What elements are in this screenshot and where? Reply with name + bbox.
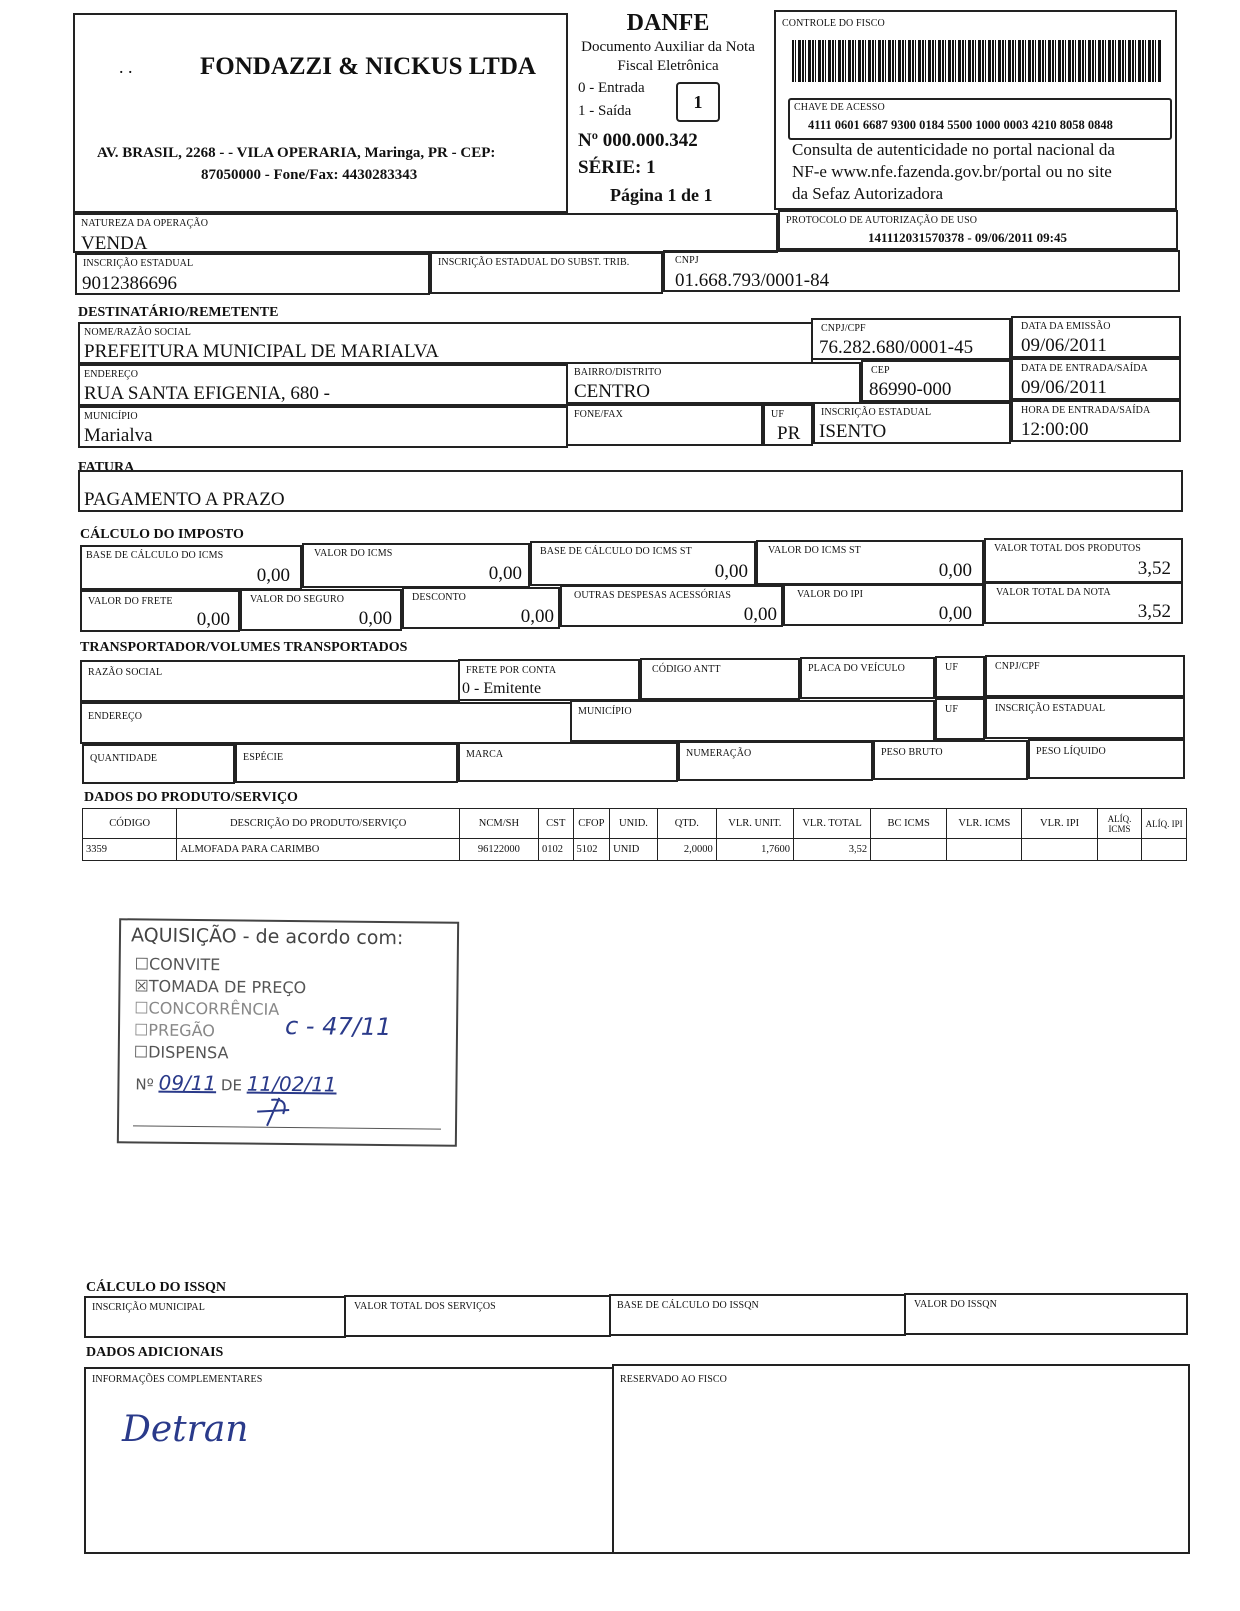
transp-peso-liquido-box: [1028, 739, 1185, 779]
natureza-value: VENDA: [81, 233, 148, 254]
seguro-box: [240, 589, 402, 631]
transportador-section: TRANSPORTADOR/VOLUMES TRANSPORTADOS: [80, 640, 408, 655]
adicionais-section: DADOS ADICIONAIS: [86, 1345, 224, 1360]
cell-vlr-total: 3,52: [793, 839, 870, 861]
nota-serie: SÉRIE: 1: [578, 157, 656, 178]
stamp-title: AQUISIÇÃO - de acordo com:: [130, 924, 404, 950]
cell-ncm: 96122000: [459, 839, 538, 861]
reservado-fisco-box: [612, 1364, 1190, 1554]
chave-label: CHAVE DE ACESSO: [794, 102, 885, 113]
dest-ie-value: ISENTO: [819, 421, 887, 442]
natureza-box: [73, 213, 778, 253]
desconto-label: DESCONTO: [412, 592, 466, 603]
frete-box: [80, 590, 240, 632]
emitente-address-1: AV. BRASIL, 2268 - - VILA OPERARIA, Maringa, PR - CEP:: [97, 145, 496, 161]
stamp-option-label: TOMADA DE PREÇO: [148, 976, 307, 998]
tipo-saida: 1 - Saída: [578, 103, 632, 119]
issqn-valor-label: VALOR DO ISSQN: [914, 1299, 997, 1310]
dest-ie-label: INSCRIÇÃO ESTADUAL: [821, 407, 932, 418]
table-row: [83, 839, 1187, 861]
outras-label: OUTRAS DESPESAS ACESSÓRIAS: [574, 590, 732, 601]
cell-vlr-unit: 1,7600: [716, 839, 793, 861]
bc-st-box: [530, 541, 756, 586]
checkbox-empty-icon: ☐: [134, 954, 150, 974]
cell-cst: 0102: [539, 839, 574, 861]
stamp-num-prefix: Nº: [135, 1075, 154, 1094]
transp-ie-box: [985, 697, 1185, 739]
transp-cnpj-label: CNPJ/CPF: [995, 661, 1040, 672]
col-header: UNID.: [610, 809, 658, 839]
col-header: QTD.: [657, 809, 716, 839]
dest-entrada-box: [1011, 358, 1181, 400]
col-header: CST: [539, 809, 574, 839]
transp-cnpj-box: [985, 655, 1185, 697]
dest-cnpj-box: [811, 318, 1011, 360]
transp-uf-label: UF: [945, 662, 958, 673]
transp-peso-bruto-label: PESO BRUTO: [881, 747, 943, 758]
col-header: CFOP: [573, 809, 610, 839]
dest-endereco-box: [78, 364, 568, 406]
produtos-section: DADOS DO PRODUTO/SERVIÇO: [84, 790, 298, 805]
transp-frete-label: FRETE POR CONTA: [466, 665, 557, 676]
dest-entrada-value: 09/06/2011: [1021, 377, 1107, 398]
bc-st-value: 0,00: [714, 561, 748, 582]
ie-box: [75, 253, 430, 295]
danfe-subtitle-2: Fiscal Eletrônica: [617, 58, 719, 74]
col-header: CÓDIGO: [83, 809, 177, 839]
cell-vlr-icms: [947, 839, 1022, 861]
dest-emissao-box: [1011, 316, 1181, 358]
chave-value: 4111 0601 6687 9300 0184 5500 1000 0003 4210 8058 0848: [808, 118, 1113, 132]
col-header: VLR. UNIT.: [716, 809, 793, 839]
transp-ie-label: INSCRIÇÃO ESTADUAL: [995, 703, 1106, 714]
dest-hora-label: HORA DE ENTRADA/SAÍDA: [1021, 405, 1151, 416]
dest-bairro-label: BAIRRO/DISTRITO: [574, 367, 662, 378]
cell-bc-icms: [871, 839, 947, 861]
tipo-entrada: 0 - Entrada: [578, 80, 645, 96]
dest-cep-label: CEP: [871, 365, 890, 376]
natureza-label: NATUREZA DA OPERAÇÃO: [81, 218, 209, 229]
cnpj-box: [663, 250, 1180, 292]
bc-icms-value: 0,00: [256, 565, 290, 586]
dest-uf-label: UF: [771, 409, 784, 420]
stamp-handwritten-code: c - 47/11: [284, 1011, 392, 1042]
total-nota-value: 3,52: [1137, 601, 1171, 622]
ie-st-box: [430, 252, 663, 294]
tipo-box: 1: [676, 82, 720, 122]
transp-quantidade-box: [82, 744, 235, 784]
icms-st-box: [756, 540, 984, 585]
transp-numeracao-label: NUMERAÇÃO: [686, 748, 752, 759]
transp-marca-box: [458, 742, 678, 782]
total-prod-value: 3,52: [1137, 558, 1171, 579]
cell-qtd: 2,0000: [657, 839, 716, 861]
emitente-dots: . .: [119, 57, 133, 77]
dest-nome-label: NOME/RAZÃO SOCIAL: [84, 327, 191, 338]
cell-vlr-ipi: [1022, 839, 1097, 861]
outras-value: 0,00: [743, 604, 777, 625]
dest-ie-box: [813, 402, 1011, 444]
info-complementares-box: [84, 1367, 614, 1554]
ipi-value: 0,00: [938, 603, 972, 624]
danfe-subtitle-1: Documento Auxiliar da Nota: [581, 39, 755, 55]
checkbox-empty-icon: ☐: [133, 1042, 149, 1062]
issqn-section: CÁLCULO DO ISSQN: [86, 1280, 227, 1295]
stamp-option-tomada: [134, 976, 306, 997]
desconto-value: 0,00: [520, 606, 554, 627]
info-handwritten: Detran: [122, 1409, 249, 1450]
chave-box: [788, 98, 1172, 140]
emitente-address-2: 87050000 - Fone/Fax: 4430283343: [201, 167, 418, 183]
col-header: DESCRIÇÃO DO PRODUTO/SERVIÇO: [177, 809, 459, 839]
total-nota-label: VALOR TOTAL DA NOTA: [996, 587, 1111, 598]
stamp-option-pregao: [134, 1020, 215, 1040]
dest-cep-value: 86990-000: [869, 379, 952, 400]
stamp-option-convite: [135, 954, 221, 974]
ie-st-label: INSCRIÇÃO ESTADUAL DO SUBST. TRIB.: [438, 257, 630, 268]
stamp-date-value: 11/02/11: [246, 1071, 337, 1097]
cnpj-value: 01.668.793/0001-84: [675, 270, 830, 291]
transp-marca-label: MARCA: [466, 749, 504, 760]
transp-uf2-box: [935, 698, 985, 740]
imposto-section: CÁLCULO DO IMPOSTO: [80, 527, 244, 542]
nota-numero: Nº 000.000.342: [578, 130, 698, 151]
transp-antt-box: [640, 658, 800, 700]
transp-especie-label: ESPÉCIE: [243, 752, 284, 763]
protocolo-box: [778, 210, 1178, 250]
col-header: VLR. ICMS: [947, 809, 1022, 839]
dest-endereco-value: RUA SANTA EFIGENIA, 680 -: [84, 383, 331, 404]
produtos-table: [82, 808, 1187, 861]
consulta-1: Consulta de autenticidade no portal nacional da: [792, 140, 1115, 159]
transp-uf-box: [935, 656, 985, 698]
emitente-name: FONDAZZI & NICKUS LTDA: [200, 53, 536, 80]
cell-aliq-icms: [1097, 839, 1142, 861]
fatura-value: PAGAMENTO A PRAZO: [84, 489, 285, 510]
dest-nome-value: PREFEITURA MUNICIPAL DE MARIALVA: [84, 341, 439, 362]
transp-peso-bruto-box: [873, 740, 1028, 780]
dest-entrada-label: DATA DE ENTRADA/SAÍDA: [1021, 363, 1148, 374]
col-header: ALÍQ. IPI: [1142, 809, 1187, 839]
danfe-title: DANFE: [626, 10, 710, 36]
cell-unid: UNID: [610, 839, 658, 861]
dest-endereco-label: ENDEREÇO: [84, 369, 139, 380]
nota-pagina: Página 1 de 1: [610, 185, 713, 205]
transp-antt-label: CÓDIGO ANTT: [652, 664, 721, 675]
controle-fisco-label: CONTROLE DO FISCO: [782, 18, 885, 29]
transp-numeracao-box: [678, 741, 873, 781]
transp-especie-box: [235, 743, 458, 783]
stamp-option-label: PREGÃO: [148, 1020, 215, 1041]
aquisicao-stamp: [117, 918, 459, 1147]
frete-value: 0,00: [196, 609, 230, 630]
outras-box: [560, 585, 783, 627]
col-header: VLR. IPI: [1022, 809, 1097, 839]
info-complementares-label: INFORMAÇÕES COMPLEMENTARES: [92, 1374, 263, 1385]
transp-razao-box: [80, 660, 460, 702]
dest-cnpj-label: CNPJ/CPF: [821, 323, 866, 334]
transp-frete-value: 0 - Emitente: [462, 680, 542, 697]
issqn-total-box: [344, 1295, 611, 1337]
produtos-header-row: [83, 809, 1187, 839]
reservado-fisco-label: RESERVADO AO FISCO: [620, 1374, 727, 1385]
transp-municipio-label: MUNICÍPIO: [578, 706, 632, 717]
dest-hora-box: [1011, 400, 1181, 442]
dest-fone-box: [566, 404, 763, 446]
transp-uf2-label: UF: [945, 704, 958, 715]
transp-endereco-label: ENDEREÇO: [88, 711, 143, 722]
issqn-im-box: [84, 1296, 346, 1338]
issqn-total-label: VALOR TOTAL DOS SERVIÇOS: [354, 1301, 496, 1312]
checkbox-empty-icon: ☐: [133, 1020, 149, 1040]
ie-label: INSCRIÇÃO ESTADUAL: [83, 258, 194, 269]
transp-endereco-box: [80, 702, 572, 744]
dest-bairro-value: CENTRO: [574, 381, 650, 402]
stamp-option-label: DISPENSA: [148, 1042, 229, 1063]
desconto-box: [402, 587, 560, 629]
transp-placa-box: [800, 657, 935, 699]
dest-emissao-value: 09/06/2011: [1021, 335, 1107, 356]
icms-st-label: VALOR DO ICMS ST: [768, 545, 861, 556]
danfe-block: [568, 10, 778, 210]
dest-hora-value: 12:00:00: [1021, 419, 1089, 440]
dest-nome-box: [78, 322, 813, 364]
consulta-3: da Sefaz Autorizadora: [792, 184, 944, 203]
dest-uf-box: [763, 404, 813, 446]
col-header: VLR. TOTAL: [793, 809, 870, 839]
destinatario-section: DESTINATÁRIO/REMETENTE: [78, 305, 279, 320]
checkbox-empty-icon: ☐: [134, 998, 149, 1018]
dest-cnpj-value: 76.282.680/0001-45: [819, 337, 974, 358]
cell-descricao: ALMOFADA PARA CARIMBO: [177, 839, 459, 861]
dest-fone-label: FONE/FAX: [574, 409, 623, 420]
stamp-option-label: CONCORRÊNCIA: [148, 998, 280, 1019]
stamp-option-dispensa: [134, 1042, 229, 1062]
col-header: NCM/SH: [459, 809, 538, 839]
col-header: ALÍQ. ICMS: [1097, 809, 1142, 839]
ipi-box: [783, 584, 984, 626]
total-prod-box: [984, 538, 1183, 583]
emitente-box: [73, 13, 568, 213]
transp-razao-label: RAZÃO SOCIAL: [88, 667, 163, 678]
transp-frete-box: [458, 659, 640, 701]
issqn-bc-box: [609, 1294, 906, 1336]
dest-emissao-label: DATA DA EMISSÃO: [1021, 321, 1111, 332]
total-prod-label: VALOR TOTAL DOS PRODUTOS: [994, 543, 1141, 554]
seguro-label: VALOR DO SEGURO: [250, 594, 345, 605]
fatura-box: [78, 470, 1183, 512]
col-header: BC ICMS: [871, 809, 947, 839]
dest-municipio-value: Marialva: [84, 425, 153, 446]
dest-bairro-box: [566, 362, 861, 404]
cell-aliq-ipi: [1142, 839, 1187, 861]
consulta-2: NF-e www.nfe.fazenda.gov.br/portal ou no site: [792, 162, 1112, 181]
protocolo-value: 141112031570378 - 09/06/2011 09:45: [868, 230, 1067, 245]
icms-label: VALOR DO ICMS: [314, 548, 393, 559]
bc-st-label: BASE DE CÁLCULO DO ICMS ST: [540, 546, 692, 557]
issqn-bc-label: BASE DE CÁLCULO DO ISSQN: [617, 1300, 759, 1311]
ipi-label: VALOR DO IPI: [797, 589, 864, 600]
transp-quantidade-label: QUANTIDADE: [90, 753, 158, 764]
stamp-de-label: DE: [220, 1076, 243, 1095]
issqn-im-label: INSCRIÇÃO MUNICIPAL: [92, 1302, 205, 1313]
cell-codigo: 3359: [83, 839, 177, 861]
icms-st-value: 0,00: [938, 560, 972, 581]
bc-icms-label: BASE DE CÁLCULO DO ICMS: [86, 550, 224, 561]
transp-peso-liquido-label: PESO LÍQUIDO: [1036, 746, 1106, 757]
stamp-option-concorrencia: [134, 998, 279, 1019]
stamp-num-value: 09/11: [158, 1070, 217, 1096]
total-nota-box: [984, 582, 1183, 624]
frete-label: VALOR DO FRETE: [88, 596, 173, 607]
dest-uf-value: PR: [777, 423, 801, 444]
issqn-valor-box: [904, 1293, 1188, 1335]
protocolo-label: PROTOCOLO DE AUTORIZAÇÃO DE USO: [786, 215, 978, 226]
dest-municipio-box: [78, 406, 568, 448]
checkbox-checked-icon: ☒: [134, 976, 149, 996]
cnpj-label: CNPJ: [675, 255, 699, 266]
icms-value: 0,00: [488, 563, 522, 584]
seguro-value: 0,00: [358, 608, 392, 629]
dest-municipio-label: MUNICÍPIO: [84, 411, 138, 422]
icms-box: [302, 543, 530, 588]
ie-value: 9012386696: [82, 273, 177, 294]
barcode: [792, 40, 1162, 82]
dest-cep-box: [861, 360, 1011, 402]
cell-cfop: 5102: [573, 839, 610, 861]
bc-icms-box: [80, 545, 302, 590]
stamp-option-label: CONVITE: [148, 954, 221, 975]
transp-placa-label: PLACA DO VEÍCULO: [808, 663, 905, 674]
controle-fisco-box: [774, 10, 1177, 210]
transp-municipio-box: [570, 700, 935, 742]
fatura-section: FATURA: [78, 460, 135, 475]
